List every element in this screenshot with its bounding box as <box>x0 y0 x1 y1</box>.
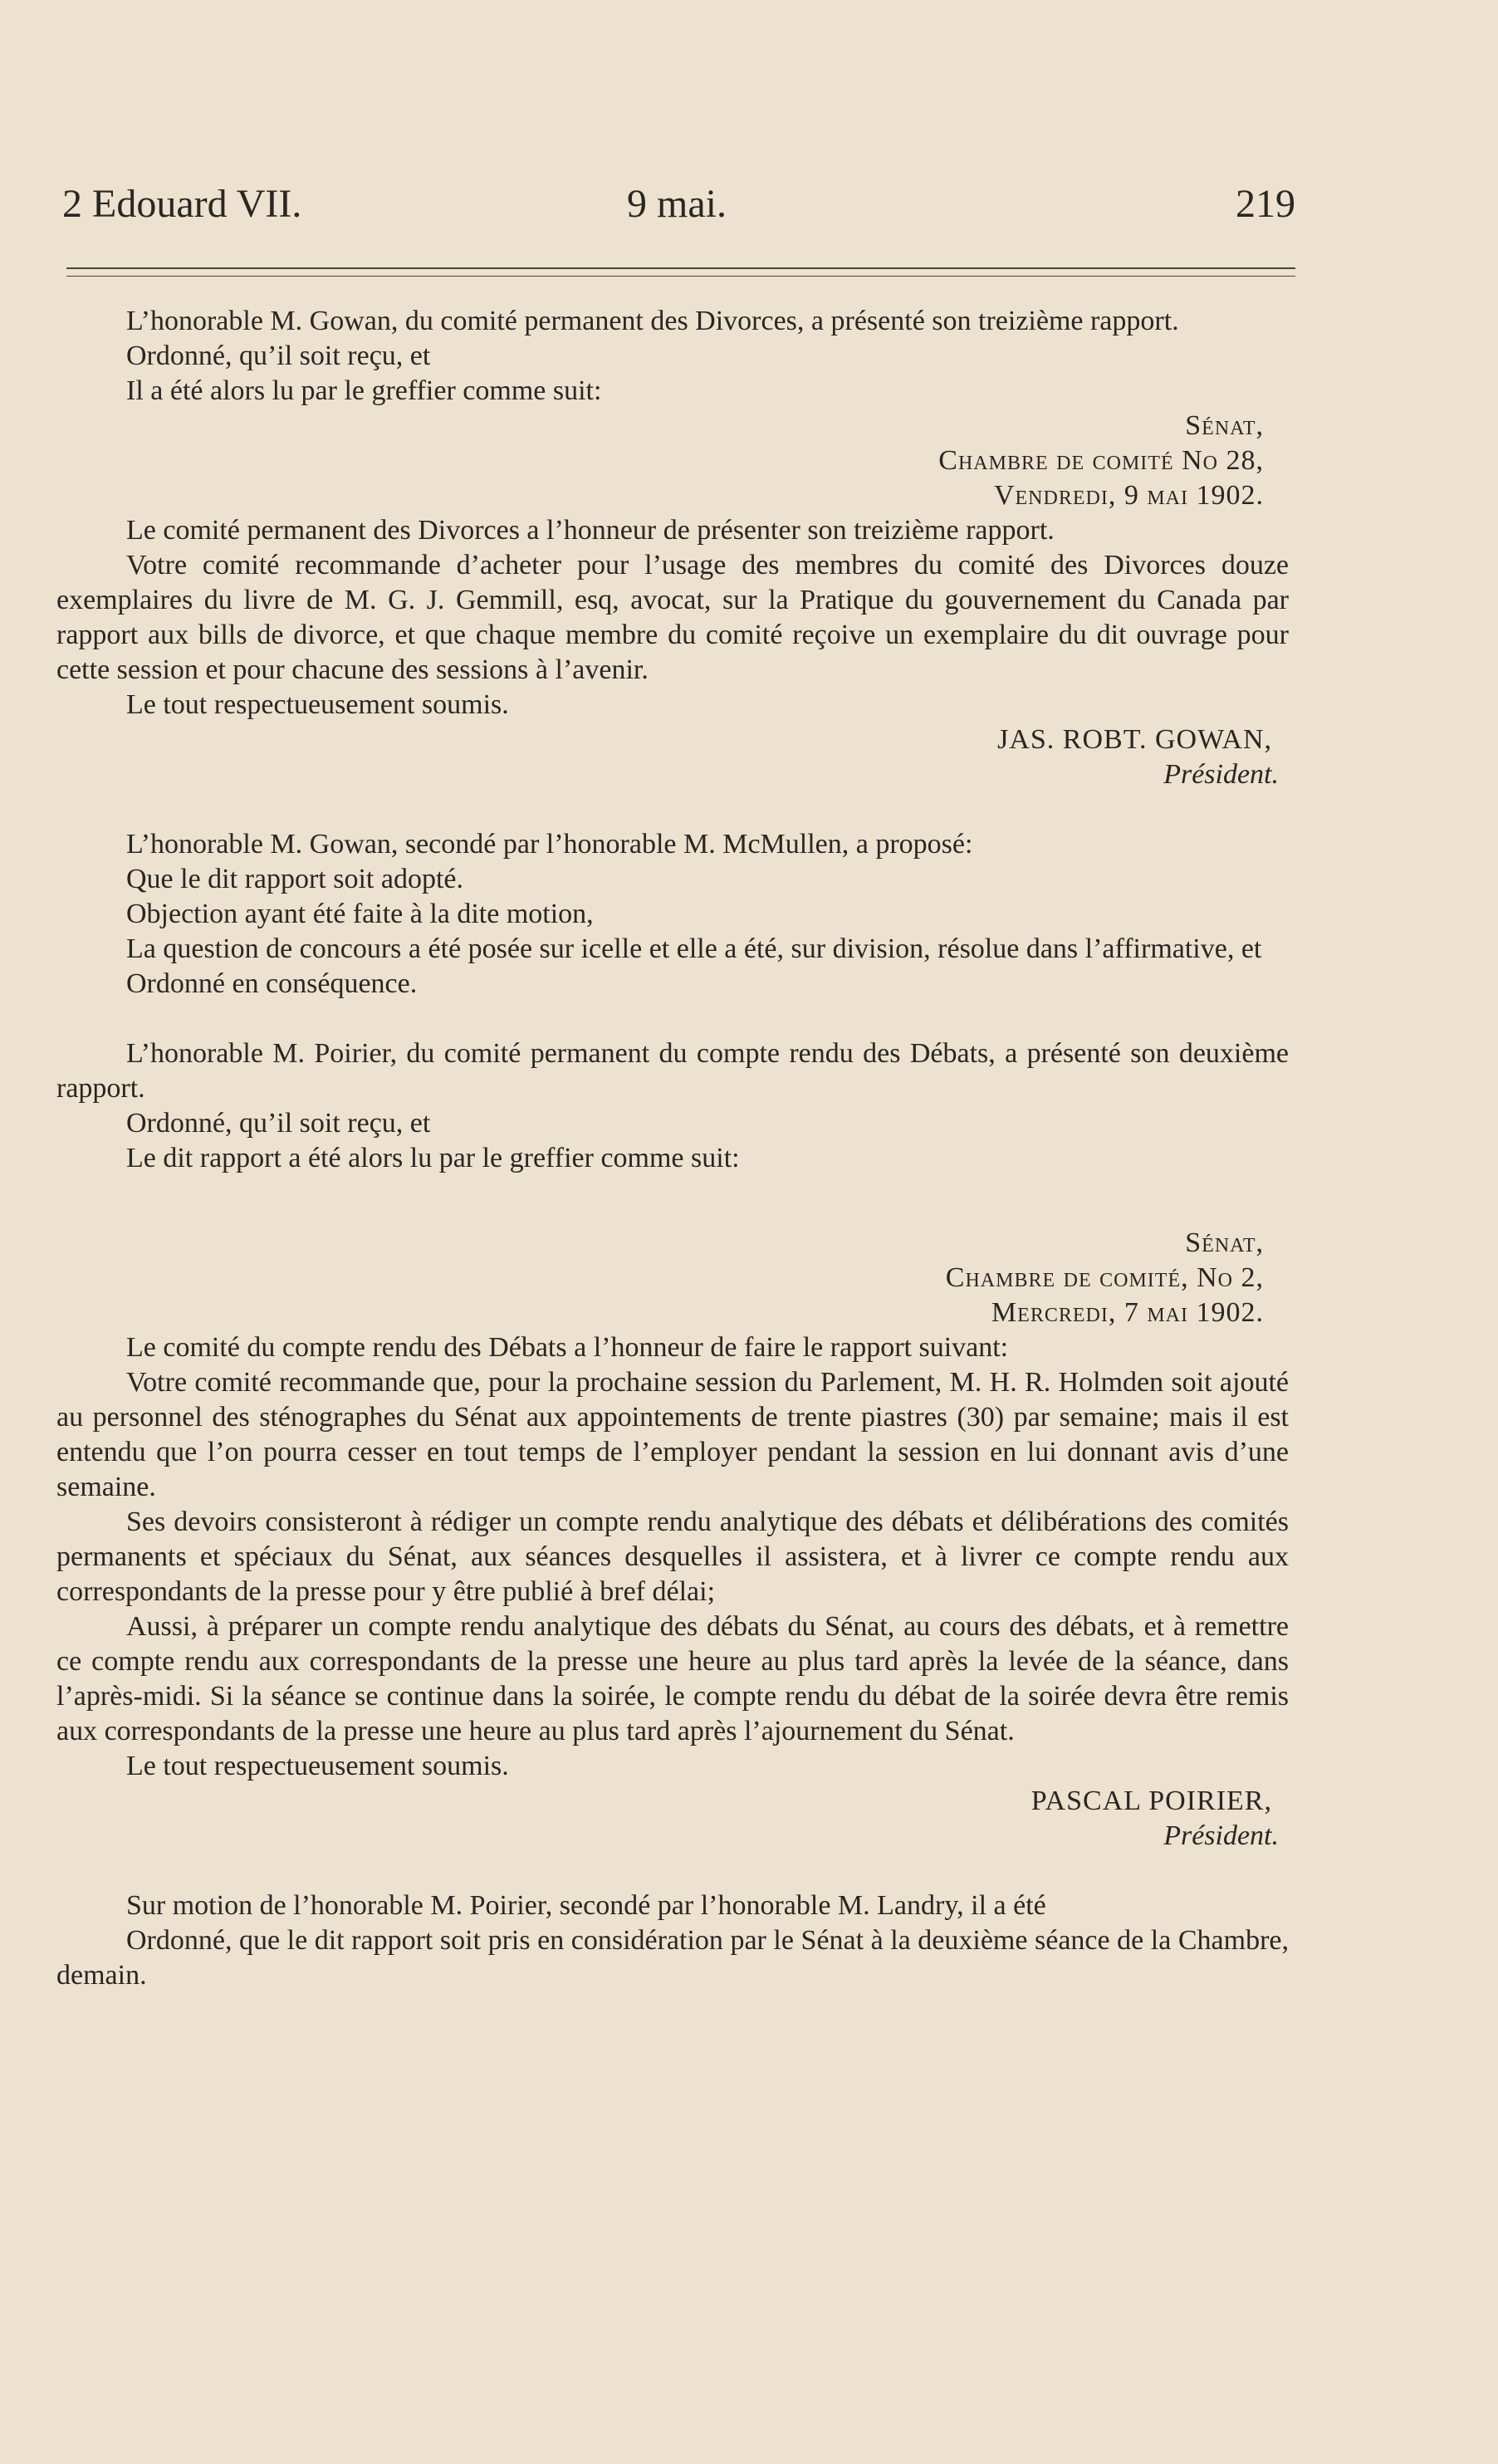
report-heading-senat: Sénat, <box>1185 410 1264 441</box>
paragraph: Sur motion de l’honorable M. Poirier, secondé par l’honorable M. Landry, il a été <box>126 1890 1046 1921</box>
paragraph: L’honorable M. Gowan, secondé par l’honorable M. McMullen, a proposé: <box>126 829 973 860</box>
paragraph: L’honorable M. Poirier, du comité permanent du compte rendu des Débats, a présenté son deuxième rapport. <box>56 1038 1289 1104</box>
header-divider <box>66 267 1295 269</box>
report-heading-senat: Sénat, <box>1185 1227 1264 1258</box>
paragraph: Le comité permanent des Divorces a l’honneur de présenter son treizième rapport. <box>126 515 1055 546</box>
paragraph: Ordonné, que le dit rapport soit pris en considération par le Sénat à la deuxième séance de la Chambre, demain. <box>56 1925 1289 1991</box>
paragraph: Le dit rapport a été alors lu par le greffier comme suit: <box>126 1143 740 1173</box>
page-number: 219 <box>1236 182 1295 226</box>
signature: JAS. ROBT. GOWAN, <box>997 724 1272 755</box>
paragraph: Ordonné, qu’il soit reçu, et <box>126 340 431 371</box>
paragraph: Le tout respectueusement soumis. <box>126 1751 509 1781</box>
signature-title: Président. <box>1163 759 1279 790</box>
report-heading-date: Vendredi, 9 mai 1902. <box>993 480 1264 511</box>
header-date: 9 mai. <box>627 182 727 226</box>
paragraph: Votre comité recommande que, pour la prochaine session du Parlement, M. H. R. Holmden soit ajouté au personnel des sténographes du Sénat aux appointements de trente piastres (30) par semaine; mais il est entendu que l’on pourra cesser en tout temps de l’employer pendant la session en lui donnant avis d’une semaine. <box>56 1367 1289 1502</box>
signature: PASCAL POIRIER, <box>1030 1786 1272 1816</box>
paragraph: Ses devoirs consisteront à rédiger un compte rendu analytique des débats et délibérations des comités permanents et spéciaux du Sénat, aux séances desquelles il assistera, et à livrer ce compte rendu aux correspondants de la presse pour y être publié à bref délai; <box>56 1506 1289 1607</box>
report-heading-chambre: Chambre de comité No 28, <box>938 445 1264 476</box>
paragraph: Objection ayant été faite à la dite motion, <box>126 899 594 929</box>
paragraph: Ordonné en conséquence. <box>126 968 418 999</box>
report-heading-chambre: Chambre de comité, No 2, <box>945 1262 1264 1293</box>
running-header <box>62 181 1295 239</box>
paragraph: Le comité du compte rendu des Débats a l’honneur de faire le rapport suivant: <box>126 1332 1009 1363</box>
paragraph: L’honorable M. Gowan, du comité permanent des Divorces, a présenté son treizième rapport. <box>126 306 1179 336</box>
paragraph: Votre comité recommande d’acheter pour l’usage des membres du comité des Divorces douze exemplaires du livre de M. G. J. Gemmill, esq, avocat, sur la Pratique du gouvernement du Canada par rapport aux bills de divorce, et que chaque membre du comité reçoive un exemplaire du dit ouvrage pour cette session et pour chacune des sessions à l’avenir. <box>56 550 1289 685</box>
paragraph: Que le dit rapport soit adopté. <box>126 864 464 894</box>
header-divider-thin <box>66 276 1295 277</box>
signature-title: Président. <box>1163 1820 1279 1851</box>
paragraph: Aussi, à préparer un compte rendu analytique des débats du Sénat, au cours des débats, et à remettre ce compte rendu aux correspondants de la presse une heure au plus tard après la levée de la séance, dans l’après-midi. Si la séance se continue dans la soirée, le compte rendu du débat de la soirée devra être remis aux correspondants de la presse une heure au plus tard après l’ajournement du Sénat. <box>56 1611 1289 1746</box>
page-body <box>56 304 1289 1993</box>
paragraph: La question de concours a été posée sur icelle et elle a été, sur division, résolue dans l’affirmative, et <box>126 933 1262 964</box>
paragraph: Il a été alors lu par le greffier comme suit: <box>126 375 602 406</box>
header-session: 2 Edouard VII. <box>62 182 302 226</box>
paragraph: Le tout respectueusement soumis. <box>126 689 509 720</box>
report-heading-date: Mercredi, 7 mai 1902. <box>991 1297 1264 1328</box>
paragraph: Ordonné, qu’il soit reçu, et <box>126 1108 431 1139</box>
